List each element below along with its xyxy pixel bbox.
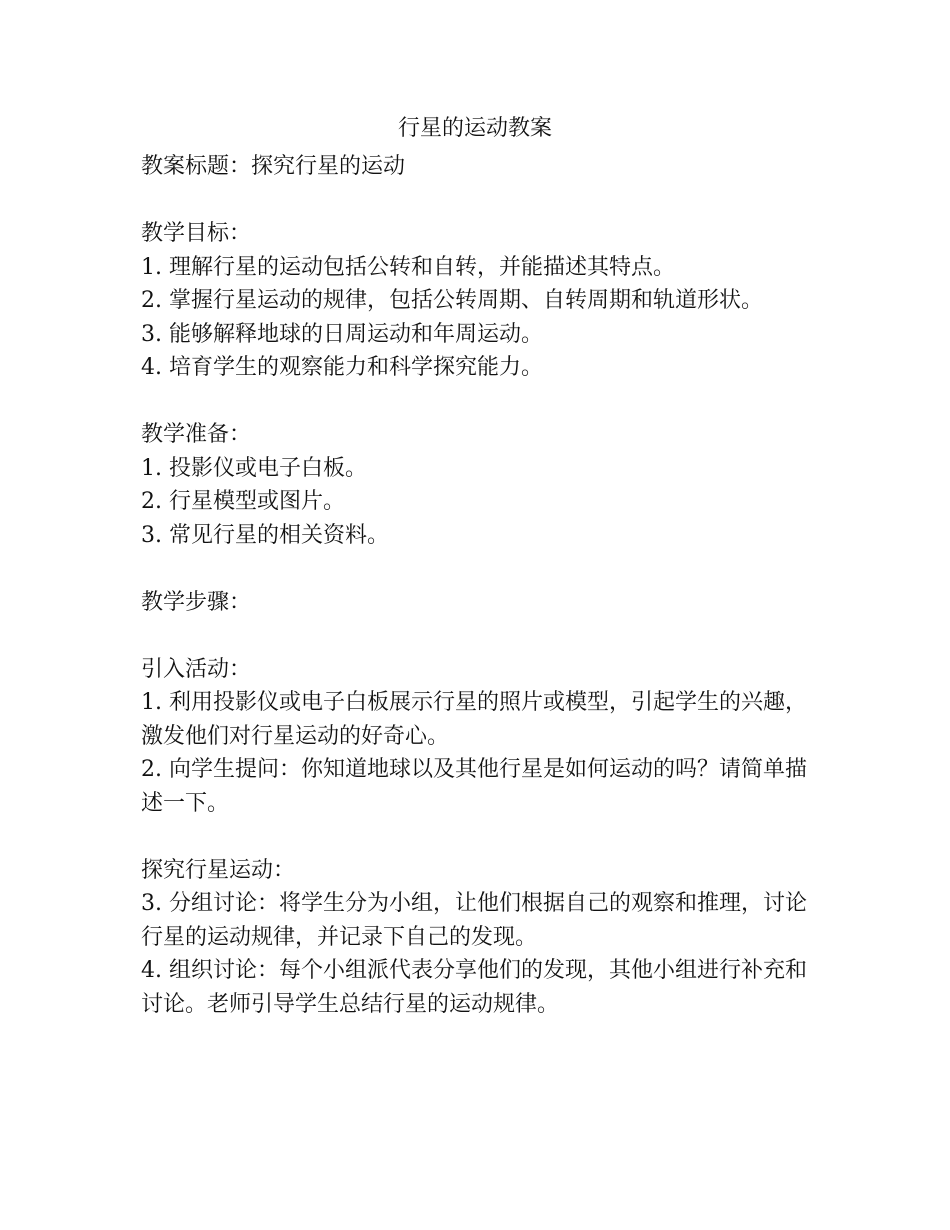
- page-title: 行星的运动教案: [397, 116, 552, 141]
- objective-item: 2. 掌握行星运动的规律，包括公转周期、自转周期和轨道形状。: [141, 288, 763, 313]
- steps-heading: 教学步骤：: [141, 589, 252, 615]
- objective-item: 4. 培育学生的观察能力和科学探究能力。: [141, 355, 543, 380]
- blank-line: [141, 820, 821, 854]
- preparation-item: 1. 投影仪或电子白板。: [141, 455, 367, 481]
- intro-heading: 引入活动：: [141, 656, 252, 682]
- blank-line: [141, 184, 821, 218]
- blank-line: [141, 619, 821, 653]
- preparation-heading: 教学准备：: [141, 422, 252, 447]
- lesson-title: 教案标题：探究行星的运动: [141, 154, 406, 179]
- explore-item: 3. 分组讨论：将学生分为小组，让他们根据自己的观察和推理，讨论行星的运动规律，并记录下自己的发现。: [141, 891, 807, 950]
- intro-item: 2. 向学生提问：你知道地球以及其他行星是如何运动的吗？请简单描述一下。: [141, 757, 807, 816]
- preparation-item: 2. 行星模型或图片。: [141, 489, 345, 514]
- blank-line: [141, 385, 821, 419]
- explore-heading: 探究行星运动：: [141, 857, 296, 883]
- explore-item: 4. 组织讨论：每个小组派代表分享他们的发现，其他小组进行补充和讨论。老师引导学生总结行星的运动规律。: [141, 958, 807, 1017]
- intro-item: 1. 利用投影仪或电子白板展示行星的照片或模型，引起学生的兴趣，激发他们对行星运动的好奇心。: [141, 690, 807, 749]
- blank-line: [141, 552, 821, 586]
- preparation-item: 3. 常见行星的相关资料。: [141, 522, 389, 548]
- objective-item: 3. 能够解释地球的日周运动和年周运动。: [141, 321, 543, 347]
- document-body: [141, 108, 821, 1021]
- objective-item: 1. 理解行星的运动包括公转和自转，并能描述其特点。: [141, 254, 675, 280]
- objectives-heading: 教学目标：: [141, 221, 252, 246]
